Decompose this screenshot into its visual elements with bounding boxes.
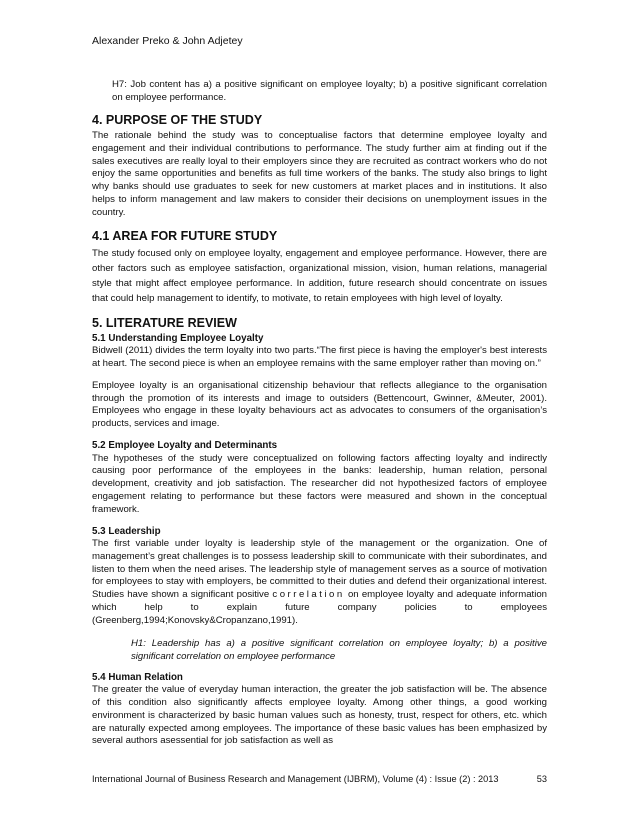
section-5-2-heading: 5.2 Employee Loyalty and Determinants [92,440,278,452]
footer-page-number: 53 [536,774,547,784]
section-5-4-heading: 5.4 Human Relation [92,671,183,683]
section-5-4-body: The greater the value of everyday human interaction, the greater the job satisfaction will be. The absence of this condition also significantly affects employee loyalty. Among other things, a good working environment is characterized by basic human values such as honesty, trust, respect for others, etc. which are naturally expected among employees. The importance of these basic values has been emphasized by several authors asessential for job satisfaction as well as [92,684,547,747]
section-5-heading: 5. LITERATURE REVIEW [92,315,237,330]
section-5-3-body [92,538,547,628]
page-footer [92,774,547,784]
section-5-3-heading: 5.3 Leadership [92,525,161,537]
section-4-body: The rationale behind the study was to conceptualise factors that determine employee loyalty and engagement and their individual contributions to performance. The study further aim at finding out if the sales executives are really loyal to their employers since they are recruited as contract workers who do not enjoy the same opportunities and benefits as full time workers of the banks. The study also brings to light why banks should use graduates to seek for new customers at market places and in institutions. It also helps to inform management and law makers to consider their decisions on unemployment issues in the country. [92,130,547,218]
section-4-heading: 4. PURPOSE OF THE STUDY [92,113,263,127]
section-5-3-body-spaced-word: correlation [272,589,345,601]
section-4-1-heading: 4.1 AREA FOR FUTURE STUDY [92,228,278,243]
section-5-1-heading: 5.1 Understanding Employee Loyalty [92,332,264,344]
section-5-1-para-1: Bidwell (2011) divides the term loyalty into two parts.“The first piece is having the employer's best interests at heart. The second piece is when an employee remains with the same employer rather than moving on.” [92,345,547,370]
section-5-1-para-2: Employee loyalty is an organisational citizenship behaviour that reflects allegiance to the organisation through the promotion of its interests and image to outsiders (Bettencourt, Gwinner, &Meuter, 2001). Employees who engage in these loyalty behaviours act as advocates to consumers of the organisation’s products, services and image. [92,379,547,430]
hypothesis-h7: H7: Job content has a) a positive significant on employee loyalty; b) a positive significant correlation on employee performance. [112,79,547,103]
page-content [92,78,547,757]
hypothesis-h1: H1: Leadership has a) a positive significant correlation on employee loyalty; b) a positive significant correlation on employee performance [131,637,547,662]
running-header-author: Alexander Preko & John Adjetey [92,35,243,47]
section-5-2-body: The hypotheses of the study were conceptualized on following factors affecting loyalty and indirectly causing poor performance of the employees in the banks: leadership, human relation, personal development, creativity and job satisfaction. The researcher did not hypothesized factors of employee engagement relating to performance but these factors were measured and shown in the conceptual framework. [92,452,547,515]
section-5-3-body-b: on employee loyalty and adequate information which help to explain future company policies to employees (Greenberg,1994;Konovsky&Cropanzano,1991). [92,589,548,626]
section-5-3-body-a: The first variable under loyalty is leadership style of the management or the organization. One of management’s great challenges is to possess leadership skill to communicate with their subordinates, and listen to them when the need arises. The leadership style of management serves as a source of motivation for employees to stay with employers, be committed to their duties and defend their organizational interest. Studies have shown a significant positive [92,538,547,601]
footer-journal: International Journal of Business Research and Management (IJBRM), Volume (4) : Issue (2) : 2013 [92,774,499,784]
section-4-1-body: The study focused only on employee loyalty, engagement and employee performance. However, there are other factors such as employee satisfaction, organizational mission, vision, human relations, managerial style that might affect employee performance. In addition, future research should concentrate on issues that could help management to identify, to motivate, to retain employees with high level of loyalty. [92,247,547,305]
